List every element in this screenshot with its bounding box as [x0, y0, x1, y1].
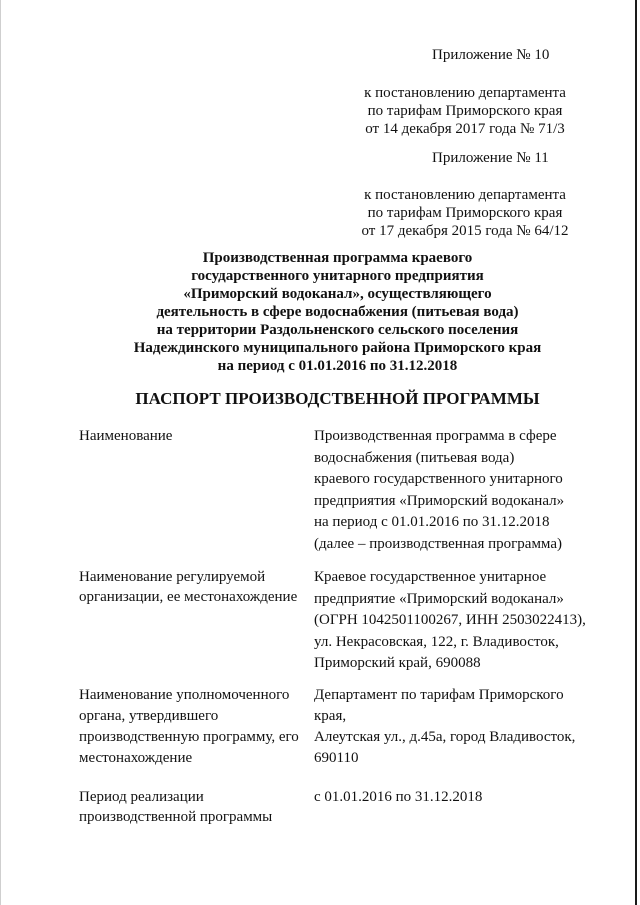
- program-title-line: государственного унитарного предприятия: [191, 268, 484, 284]
- row-value-line: с 01.01.2016 по 31.12.2018: [314, 789, 483, 805]
- appendix-10-reference: [340, 84, 590, 138]
- appendix-10-title: Приложение № 10: [432, 47, 550, 63]
- program-title-line: деятельность в сфере водоснабжения (питьевая вода): [156, 304, 519, 320]
- row-value-line: водоснабжения (питьевая вода): [314, 449, 515, 466]
- row-label-line: местонахождение: [79, 750, 193, 766]
- row-value: [314, 567, 614, 675]
- appendix-10-ref-line: к постановлению департамента: [364, 85, 566, 101]
- row-value-line: краевого государственного унитарного: [314, 471, 563, 487]
- appendix-10-ref-line: по тарифам Приморского края: [367, 103, 563, 119]
- appendix-11-ref-line: по тарифам Приморского края: [367, 205, 563, 221]
- scan-edge-left: [0, 0, 1, 905]
- program-title-line: Производственная программа краевого: [202, 250, 473, 266]
- row-value-line: Алеутская ул., д.45а, город Владивосток,: [314, 729, 576, 745]
- program-title-line: «Приморский водоканал», осуществляющего: [183, 286, 492, 302]
- row-value: [314, 426, 614, 555]
- appendix-11-title: Приложение № 11: [432, 150, 549, 166]
- row-label-line: организации, ее местонахождение: [79, 589, 298, 605]
- row-value-line: ул. Некрасовская, 122, г. Владивосток,: [314, 633, 559, 650]
- appendix-10-ref-line: от 14 декабря 2017 года № 71/3: [365, 121, 565, 137]
- row-label-line: Наименование регулируемой: [79, 569, 266, 585]
- row-value-line: Производственная программа в сфере: [314, 428, 557, 444]
- row-value-line: Краевое государственное унитарное: [314, 569, 547, 585]
- row-value-line: (ОГРН 1042501100267, ИНН 2503022413),: [314, 612, 586, 628]
- row-value-line: предприятия «Приморский водоканал»: [314, 492, 565, 509]
- row-label-line: органа, утвердившего: [79, 708, 219, 724]
- program-title-line: на территории Раздольненского сельского поселения: [156, 322, 519, 338]
- program-title: [100, 249, 575, 375]
- appendix-11-ref-line: от 17 декабря 2015 года № 64/12: [361, 223, 569, 239]
- row-label-line: Наименование уполномоченного: [79, 687, 290, 703]
- appendix-11-ref-line: к постановлению департамента: [364, 187, 566, 203]
- row-label: [79, 567, 309, 607]
- row-label-line: Наименование: [79, 428, 173, 444]
- row-value: [314, 685, 614, 769]
- row-value-line: Приморский край, 690088: [314, 655, 481, 671]
- row-value-line: (далее – производственная программа): [314, 535, 562, 552]
- row-value: [314, 787, 614, 809]
- row-value-line: предприятие «Приморский водоканал»: [314, 590, 564, 607]
- row-label-line: производственную программу, его: [79, 729, 299, 745]
- program-title-line: на период с 01.01.2016 по 31.12.2018: [217, 358, 458, 374]
- row-label-line: производственной программы: [79, 809, 273, 825]
- scan-edge-right: [635, 0, 637, 905]
- program-title-line: Надеждинского муниципального района Приморского края: [133, 340, 542, 356]
- appendix-11-reference: [340, 186, 590, 240]
- row-label: [79, 685, 309, 769]
- passport-heading: ПАСПОРТ ПРОИЗВОДСТВЕННОЙ ПРОГРАММЫ: [135, 389, 540, 408]
- row-value-line: на период с 01.01.2016 по 31.12.2018: [314, 514, 550, 530]
- row-value-line: 690110: [314, 750, 359, 766]
- row-value-line: края,: [314, 708, 347, 724]
- row-value-line: Департамент по тарифам Приморского: [314, 687, 564, 703]
- row-label: [79, 426, 309, 446]
- row-label: [79, 787, 309, 827]
- row-label-line: Период реализации: [79, 789, 204, 805]
